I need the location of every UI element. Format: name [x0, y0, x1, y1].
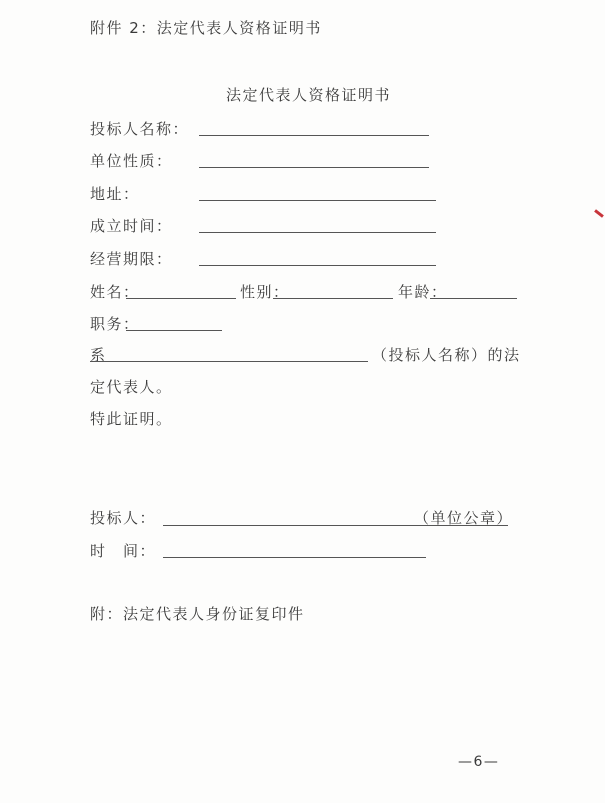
form-title: 法定代表人资格证明书 — [226, 86, 392, 104]
statement-suffix: （投标人名称）的法 — [372, 346, 521, 364]
address-line — [199, 200, 436, 201]
seal-note: （单位公章） — [414, 509, 514, 527]
age-line — [430, 298, 517, 299]
unit-nature-line — [199, 167, 429, 168]
page-number: —6— — [458, 754, 500, 770]
statement-line2: 定代表人。 — [90, 378, 173, 396]
gender-line — [273, 298, 393, 299]
position-line — [126, 330, 222, 331]
time-label: 时 间： — [90, 542, 157, 560]
statement-prefix: 系 — [90, 346, 107, 364]
bidder-name-label: 投标人名称： — [90, 120, 190, 138]
name-line — [126, 298, 236, 299]
statement-line — [90, 361, 368, 362]
name-label: 姓名： — [90, 283, 140, 301]
position-label: 职务： — [90, 315, 140, 333]
business-period-label: 经营期限： — [90, 250, 173, 268]
age-label: 年龄： — [398, 283, 448, 301]
unit-nature-label: 单位性质： — [90, 152, 173, 170]
gender-label: 性别： — [240, 283, 290, 301]
established-line — [199, 232, 436, 233]
red-ink-mark — [594, 209, 604, 218]
established-label: 成立时间： — [90, 217, 173, 235]
address-label: 地址： — [90, 185, 140, 203]
footnote: 附：法定代表人身份证复印件 — [90, 605, 305, 623]
business-period-line — [199, 265, 436, 266]
attachment-title: 附件 2：法定代表人资格证明书 — [90, 19, 322, 37]
time-line — [163, 557, 426, 558]
bidder-name-line — [199, 135, 429, 136]
statement-line3: 特此证明。 — [90, 410, 173, 428]
bidder-signature-label: 投标人： — [90, 509, 157, 527]
